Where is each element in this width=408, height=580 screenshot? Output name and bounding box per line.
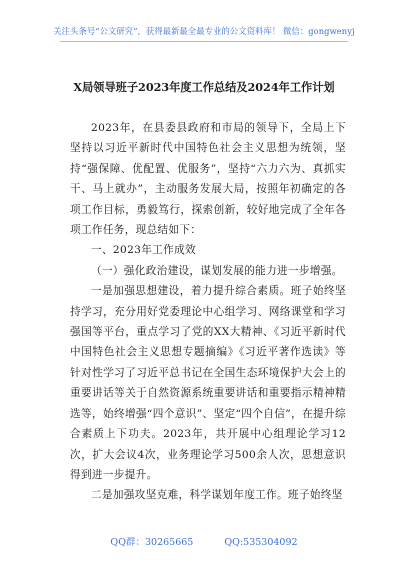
footer-qq-number: QQ:535304092	[224, 537, 298, 548]
body-paragraph: 一是加强思想建设，着力提升综合素质。班子始终坚持学习，充分用好党委理论中心组学习、网络课堂和学习强国等平台，重点学习了党的XX大精神、《习近平新时代中国特色社会主义思想专题摘编》《习近平著作选读》等针对性学习了习近平总书记在全国生态环境保护大会上的重要讲话等关于自然资源系统重要讲话和重要指示精神精选等，始终增强“四个意识”、坚定“四个自信”，在提升综合素质上下功夫。2023年，共开展中心组理论学习12次，扩大会议4次，业务理论学习500余人次，思想意识得到进一步提升。	[70, 285, 346, 481]
section-heading: 一、2023年工作成效	[91, 244, 196, 257]
document-body	[70, 118, 346, 506]
footer-contact	[0, 534, 408, 548]
footer-qq-group: QQ群：30265665	[110, 537, 194, 548]
intro-paragraph: 2023年，在县委县政府和市局的领导下，全局上下坚持以习近平新时代中国特色社会主义思想为统领，坚持“强保障、优配置、优服务”，坚持“六力六为、真抓实干、马上就办”，主动服务发展大局，按照年初确定的各项工作目标，勇毅笃行，探索创新，较好地完成了全年各项工作任务，现总结如下：	[70, 122, 346, 237]
subsection-heading: （一）强化政治建设，谋划发展的能力进一步增强。	[91, 264, 343, 277]
header-divider	[60, 41, 348, 42]
document-title: X局领导班子2023年度工作总结及2024年工作计划	[73, 80, 335, 94]
header-banner: 关注头条号“公文研究”，获得最新最全最专业的公文资料库！ 微信：gongwenyj	[53, 26, 355, 36]
body-paragraph: 二是加强攻坚克难，科学谋划年度工作。班子始终坚	[91, 489, 343, 502]
